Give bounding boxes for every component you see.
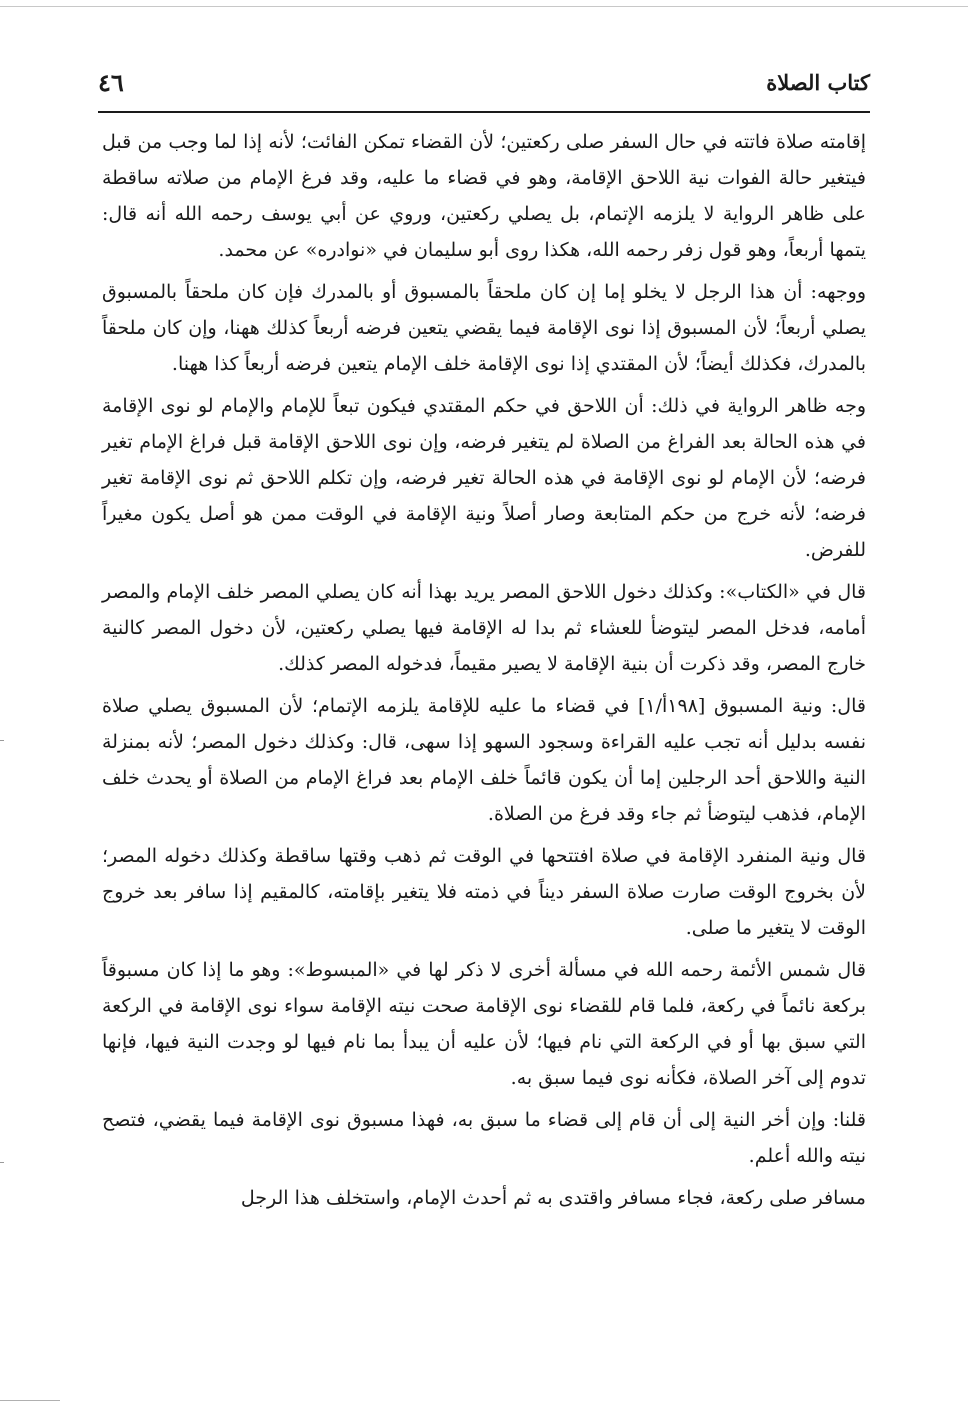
top-scan-rule — [0, 6, 968, 7]
paragraph: ووجهه: أن هذا الرجل لا يخلو إما إن كان ملحقاً بالمسبوق أو بالمدرك فإن كان ملحقاً بالمسبوق يصلي أربعاً؛ لأن المسبوق إذا نوى الإقامة فيما يقضي يتعين فرضه أربعاً كذلك ههنا، وإن كان ملحقاً بالمدرك، فكذلك أيضاً؛ لأن المقتدي إذا نوى الإقامة خلف الإمام يتعين فرضه أربعاً كذا ههنا. — [102, 281, 866, 375]
paragraph: قال ونية المنفرد الإقامة في صلاة افتتحها في الوقت ثم ذهب وقتها ساقطة وكذلك دخوله المصر؛ لأن بخروج الوقت صارت صلاة السفر ديناً في ذمته فلا يتغير بإقامته، كالمقيم إذا سافر بعد خروج الوقت لا يتغير ما صلى. — [102, 845, 866, 939]
paragraph: قال شمس الأئمة رحمه الله في مسألة أخرى لا ذكر لها في «المبسوط»: وهو ما إذا كان مسبوقاً بركعة نائماً في ركعة، فلما قام للقضاء نوى الإقامة صحت نيته الإقامة سواء نوى الإقامة في الركعة التي سبق بها أو في الركعة التي نام فيها؛ لأن عليه أن يبدأ بما نام فيها لو وجدت النية فيها، فإنها تدوم إلى آخر الصلاة، فكأنه نوى فيما سبق به. — [102, 959, 866, 1089]
paragraph: وجه ظاهر الرواية في ذلك: أن اللاحق في حكم المقتدي فيكون تبعاً للإمام والإمام لو نوى الإقامة في هذه الحالة بعد الفراغ من الصلاة لم يتغير فرضه، وإن نوى اللاحق الإقامة قبل فراغ الإمام تغير فرضه؛ لأن الإمام لو نوى الإقامة في هذه الحالة تغير فرضه، وإن تكلم اللاحق ثم نوى الإقامة تغير فرضه؛ لأنه خرج من حكم المتابعة وصار أصلاً ونية الإقامة في الوقت ممن هو أصل يكون مغيراً للفرض. — [102, 395, 866, 561]
paragraph: قلنا: وإن أخر النية إلى أن قام إلى قضاء ما سبق به، فهذا مسبوق نوى الإقامة فيما يقضي، فتصح نيته والله أعلم. — [102, 1109, 866, 1167]
margin-mark — [0, 740, 4, 741]
body-text — [102, 124, 866, 1222]
header-divider — [98, 111, 870, 113]
paragraph: قال في «الكتاب»: وكذلك دخول اللاحق المصر يريد بهذا أنه كان يصلي المصر خلف الإمام والمصر أمامه، فدخل المصر ليتوضأ للعشاء ثم بدا له الإقامة فيها يصلي ركعتين، لأن دخول المصر كالنية خارج المصر، وقد ذكرت أن بنية الإقامة لا يصير مقيماً، فدخوله المصر كذلك. — [102, 581, 866, 675]
bottom-scan-rule — [0, 1400, 60, 1401]
page-number: ٤٦ — [98, 68, 124, 97]
page-header — [98, 64, 870, 104]
margin-mark — [0, 1162, 4, 1163]
paragraph: مسافر صلى ركعة، فجاء مسافر واقتدى به ثم أحدث الإمام، واستخلف هذا الرجل — [240, 1187, 866, 1209]
paragraph: قال: ونية المسبوق [١٩٨أ/١] في قضاء ما عليه للإقامة يلزمه الإتمام؛ لأن المسبوق يصلي صلاة نفسه بدليل أنه تجب عليه القراءة وسجود السهو إذا سهى، قال: وكذلك دخول المصر؛ لأنه بمنزلة النية واللاحق أحد الرجلين إما أن يكون قائماً خلف الإمام بعد فراغ الإمام من الصلاة أو يحدث خلف الإمام، فذهب ليتوضأ ثم جاء وقد فرغ من الصلاة. — [102, 695, 866, 825]
paragraph: إقامته صلاة فاتته في حال السفر صلى ركعتين؛ لأن القضاء تمكن الفائت؛ لأنه إذا لما وجب من قبل فيتغير حالة الفوات نية اللاحق الإقامة، وهو في قضاء ما عليه، وقد فرغ الإمام من صلاته ساقطة على ظاهر الرواية لا يلزمه الإتمام، بل يصلي ركعتين، وروي عن أبي يوسف رحمه الله أنه قال: يتمها أربعاً، وهو قول زفر رحمه الله، هكذا روى أبو سليمان في «نوادره» عن محمد. — [102, 131, 866, 261]
running-title: كتاب الصلاة — [766, 70, 870, 95]
